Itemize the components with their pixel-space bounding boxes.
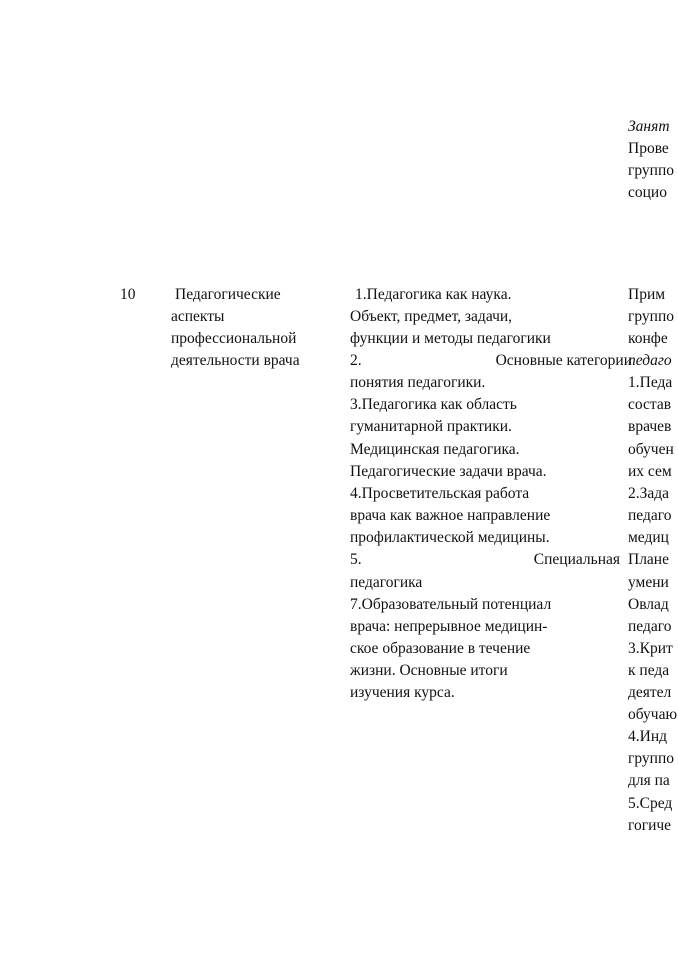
right-line: состав <box>628 396 672 413</box>
top-right-line: Занят <box>628 118 670 135</box>
topic-line: аспекты <box>171 308 225 325</box>
right-line: обучен <box>628 441 674 458</box>
right-line: гогиче <box>628 817 672 834</box>
right-line: их сем <box>628 463 672 480</box>
content-line: врача как важное направление <box>350 507 551 524</box>
content-line: жизни. Основные итоги <box>350 662 508 679</box>
content-line: 1.Педагогика как наука. <box>355 286 512 303</box>
content-line: Медицинская педагогика. <box>350 441 520 458</box>
topic-line: Педагогические <box>175 286 281 303</box>
right-line: деятел <box>628 684 672 701</box>
content-line: понятия педагогики. <box>350 374 486 391</box>
content-line: 7.Образовательный потенциал <box>350 596 552 613</box>
content-line: функции и методы педагогики <box>350 330 551 347</box>
right-line: Овлад <box>628 596 669 613</box>
topic-line: профессиональной <box>171 330 297 347</box>
content-line: 4.Просветительская работа <box>350 485 530 502</box>
right-line: группо <box>628 308 674 325</box>
right-line: медиц <box>628 529 669 546</box>
content-line: гуманитарной практики. <box>350 418 512 435</box>
right-line: Плане <box>628 551 669 568</box>
content-line: Объект, предмет, задачи, <box>350 308 513 325</box>
content-line: профилактической медицины. <box>350 529 550 546</box>
top-right-line: Прове <box>628 140 669 157</box>
content-line: изучения курса. <box>350 684 455 701</box>
right-line: группо <box>628 750 674 767</box>
right-line: умени <box>628 574 669 591</box>
content-item-text: Специальная <box>533 551 620 568</box>
content-line: врача: непрерывное медицин- <box>350 618 548 635</box>
right-line: к педа <box>628 662 670 679</box>
right-line: 2.Зада <box>628 485 670 502</box>
content-line: педагогика <box>350 574 423 591</box>
content-line: Педагогические задачи врача. <box>350 463 547 480</box>
right-line: врачев <box>628 418 672 435</box>
topic-line: деятельности врача <box>171 352 300 369</box>
right-line: 4.Инд <box>628 728 667 745</box>
right-line: 5.Сред <box>628 795 673 812</box>
content-line: 3.Педагогика как область <box>350 396 517 413</box>
content-line: ское образование в течение <box>350 640 531 657</box>
content-item-text: Основные категории <box>495 352 632 369</box>
top-right-line: социо <box>628 184 667 201</box>
content-line-justified <box>350 551 620 569</box>
top-right-line: группо <box>628 162 674 179</box>
right-line: Прим <box>628 286 666 303</box>
right-line: 1.Педа <box>628 374 673 391</box>
right-line: педаго <box>628 507 672 524</box>
right-line: для па <box>628 772 670 789</box>
content-item-number: 5. <box>350 551 362 568</box>
right-line: обучаю <box>628 706 678 723</box>
row-number: 10 <box>120 286 136 303</box>
right-line: педаго <box>628 352 672 369</box>
content-line-justified <box>350 352 632 370</box>
right-line: конфе <box>628 330 668 347</box>
right-line: педаго <box>628 618 672 635</box>
content-item-number: 2. <box>350 352 362 369</box>
right-line: 3.Крит <box>628 640 673 657</box>
